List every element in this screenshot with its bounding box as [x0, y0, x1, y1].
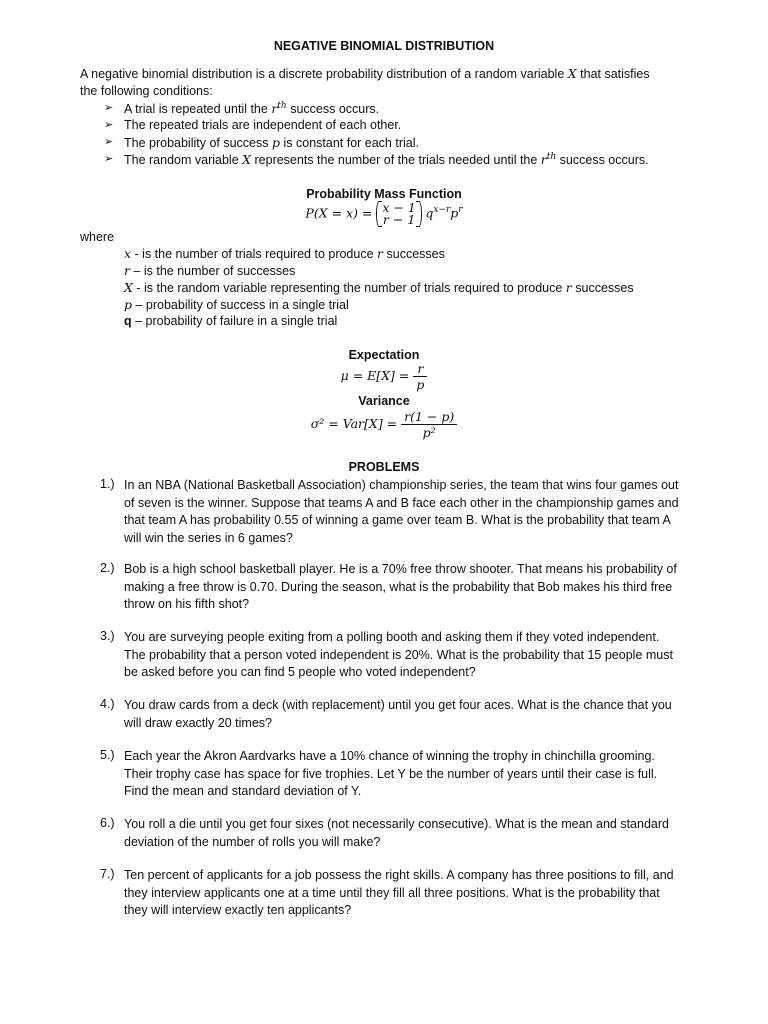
intro-line-2: the following conditions: — [80, 84, 213, 98]
problem-line: Their trophy case has space for five trophies. Let Y be the number of years until their case is full. — [124, 766, 658, 781]
variance-formula: σ² = Var[X] = $\frac{r(1 - p)}{\text{p²}}$ — [0, 409, 768, 440]
condition-2: The repeated trials are independent of each other. — [124, 118, 402, 132]
problem-line: will draw exactly 20 times? — [124, 715, 272, 730]
expectation-fraction: $\frac{r}{p}$ — [413, 361, 427, 392]
variance-heading: Variance — [358, 394, 410, 408]
problem-text — [124, 816, 669, 851]
expectation-formula: μ = E[X] = $\frac{r}{p}$ — [0, 361, 768, 392]
problem-line: Bob is a high school basketball player. He is a 70% free throw shooter. That means his probability of — [124, 562, 677, 576]
definition-q: q – probability of failure in a single trial — [124, 314, 338, 328]
problem-line: throw on his fifth shot? — [124, 597, 250, 611]
problem-number: 6.) — [100, 816, 115, 830]
intro-line-1: A negative binomial distribution is a discrete probability distribution of a random variable X that satisfies — [80, 66, 650, 81]
variance-fraction: $\frac{r(1 - p)}{\text{p²}}$ — [401, 409, 457, 440]
page-title: NEGATIVE BINOMIAL DISTRIBUTION — [273, 39, 495, 53]
where-label: where — [80, 230, 115, 244]
problem-line: of seven is the winner. Suppose that teams A and B face each other in the championship games and — [124, 495, 679, 510]
condition-4: The random variable X represents the number of the trials needed until the $r^{th}$ success occurs. — [124, 151, 649, 167]
problem-line: deviation of the number of rolls you will make? — [124, 834, 381, 849]
definition-x: x - is the number of trials required to produce r successes — [124, 246, 445, 261]
pmf-formula: P(X = x) = x − 1 r − 1 $q^{x-r}p^r$ — [305, 200, 463, 227]
problem-line: Ten percent of applicants for a job possess the right skills. A company has three positions to fill, and — [124, 868, 674, 882]
problem-text — [124, 697, 672, 732]
problem-line: they will interview exactly ten applicants? — [124, 903, 352, 917]
problem-number: 5.) — [100, 748, 115, 762]
problem-number: 3.) — [100, 629, 115, 643]
problem-line: they interview applicants one at a time until they fill all three positions. What is the probability that — [124, 885, 660, 900]
problem-line: that team A has probability 0.55 of winning a game over team B. What is the probability that team A — [124, 513, 671, 527]
condition-3: The probability of success p is constant for each trial. — [124, 135, 419, 150]
problem-text — [124, 477, 679, 547]
problem-line: You roll a die until you get four sixes (not necessarily consecutive). What is the mean and standard — [124, 817, 669, 831]
bullet-3: ➢ — [104, 136, 114, 148]
problem-line: Find the mean and standard deviation of Y. — [124, 784, 362, 798]
problem-line: You draw cards from a deck (with replacement) until you get four aces. What is the chance that you — [124, 698, 672, 712]
condition-1: A trial is repeated until the $r^{th}$ success occurs. — [124, 100, 380, 116]
problem-line: You are surveying people exiting from a polling booth and asking them if they voted independent. — [124, 630, 660, 644]
problems-heading: PROBLEMS — [348, 460, 420, 474]
problem-text — [124, 867, 674, 920]
bullet-1: ➢ — [104, 102, 114, 114]
problem-line: In an NBA (National Basketball Association) championship series, the team that wins four games out — [124, 478, 679, 492]
binomial-coefficient: x − 1 r − 1 — [376, 202, 421, 226]
definition-r: r – is the number of successes — [124, 263, 296, 278]
definition-X: X - is the random variable representing the number of trials required to produce r successes — [124, 280, 634, 295]
problem-line: making a free throw is 0.70. During the season, what is the probability that Bob makes his third free — [124, 579, 673, 594]
problem-number: 2.) — [100, 561, 115, 575]
problem-line: will win the series in 6 games? — [124, 530, 293, 545]
problem-number: 7.) — [100, 867, 115, 881]
problem-text — [124, 748, 657, 801]
bullet-2: ➢ — [104, 119, 114, 131]
pmf-heading: Probability Mass Function — [306, 187, 462, 201]
problem-line: Each year the Akron Aardvarks have a 10% chance of winning the trophy in chinchilla grooming. — [124, 749, 655, 763]
definition-p: p – probability of success in a single trial — [124, 297, 349, 312]
problem-number: 1.) — [100, 477, 115, 491]
expectation-heading: Expectation — [348, 348, 420, 362]
problem-line: be asked before you can find 5 people who voted independent? — [124, 665, 476, 679]
problem-text — [124, 629, 673, 682]
bullet-4: ➢ — [104, 153, 114, 165]
problem-line: The probability that a person voted independent is 20%. What is the probability that 15 people must — [124, 647, 673, 662]
problem-number: 4.) — [100, 697, 115, 711]
problem-text — [124, 561, 677, 614]
